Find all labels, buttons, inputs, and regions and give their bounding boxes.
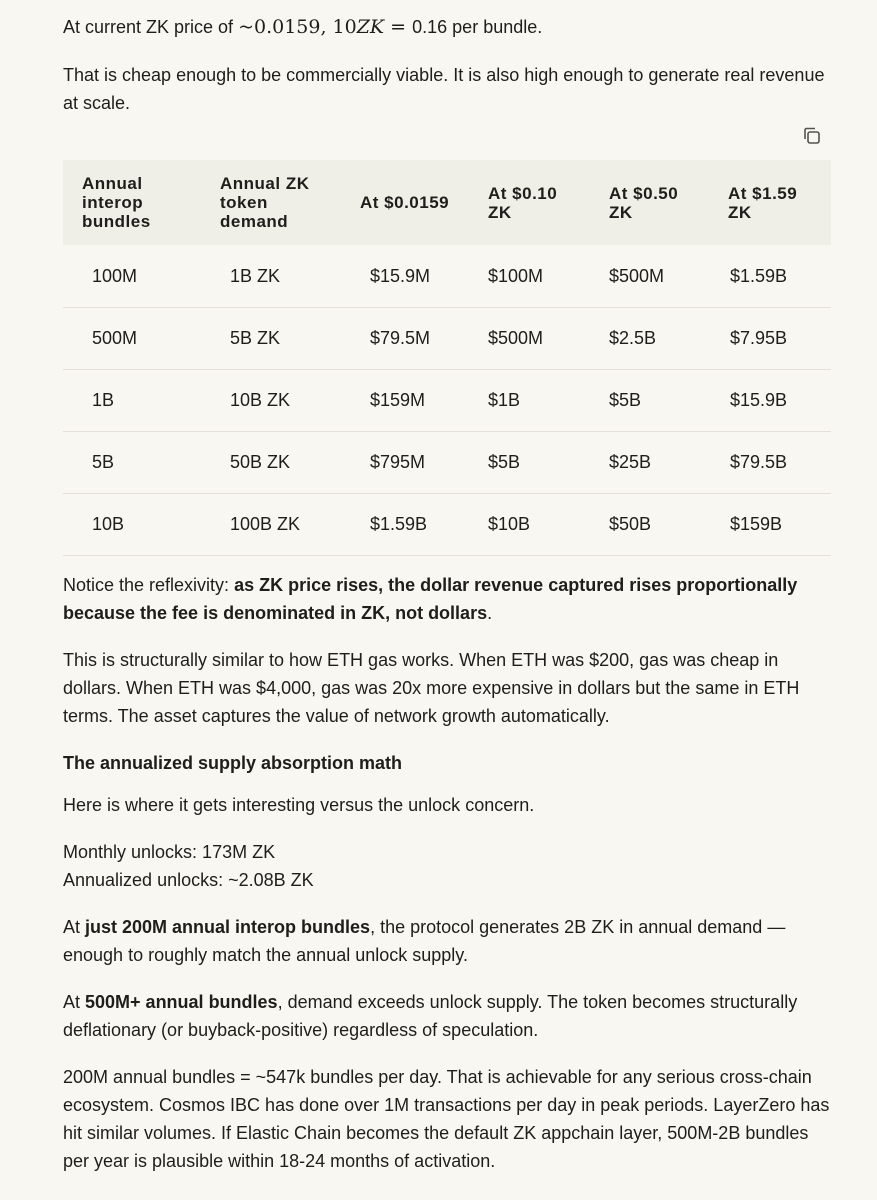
viability-paragraph: That is cheap enough to be commercially viable. It is also high enough to generate real revenue at scale. — [63, 65, 825, 113]
table-cell: 1B — [63, 369, 201, 431]
table-cell: $795M — [342, 431, 466, 493]
revenue-table — [63, 160, 831, 556]
table-cell: $7.95B — [708, 307, 831, 369]
math-zk: ZK — [356, 16, 385, 38]
header-annual-zk-token-demand: Annual ZK token demand — [220, 174, 310, 231]
zk-price-paragraph — [63, 13, 831, 41]
header-at-0.50-zk: At $0.50 ZK — [609, 183, 679, 222]
header-at-0.0159: At $0.0159 — [360, 193, 450, 212]
unlocks-paragraph — [63, 838, 831, 894]
table-cell: $1.59B — [708, 245, 831, 307]
reflexivity-suffix: . — [487, 602, 493, 623]
reflexivity-paragraph — [63, 571, 831, 627]
table-cell: $5B — [587, 369, 708, 431]
table-row — [63, 245, 831, 307]
table-cell: $79.5M — [342, 307, 466, 369]
final-paragraph: 200M annual bundles = ~547k bundles per day. That is achievable for any serious cross-chain ecosystem. Cosmos IBC has done over 1M transactions per day in peak periods. LayerZero has hit similar volumes. If Elastic Chain becomes the default ZK appchain layer, 500M-2B bundles per year is plausible within 18-24 months of activation. — [63, 1066, 830, 1171]
table-cell: $15.9M — [342, 245, 466, 307]
table-cell: $25B — [587, 431, 708, 493]
table-cell: 100M — [63, 245, 201, 307]
header-at-0.10-zk: At $0.10 ZK — [488, 183, 558, 222]
table-toolbar — [63, 117, 831, 157]
intro-suffix: 0.16 per bundle. — [412, 17, 543, 37]
article-content — [63, 13, 831, 1194]
table-cell: $1.59B — [342, 493, 466, 555]
table-cell: 100B ZK — [201, 493, 342, 555]
annualized-unlocks: Annualized unlocks: ~2.08B ZK — [63, 869, 314, 890]
section-heading: The annualized supply absorption math — [63, 752, 403, 773]
table-row — [63, 369, 831, 431]
table-cell: 5B ZK — [201, 307, 342, 369]
reflexivity-bold: as ZK price rises, the dollar revenue captured rises proportionally because the fee is denominated in ZK, not dollars — [63, 574, 798, 623]
table-cell: 10B ZK — [201, 369, 342, 431]
copy-icon[interactable] — [801, 125, 823, 147]
p200m-prefix: At — [63, 916, 86, 937]
p500m-prefix: At — [63, 991, 86, 1012]
table-row — [63, 493, 831, 555]
table-cell: 10B — [63, 493, 201, 555]
reflexivity-prefix: Notice the reflexivity: — [63, 574, 235, 595]
table-cell: 500M — [63, 307, 201, 369]
table-cell: $15.9B — [708, 369, 831, 431]
table-cell: $500M — [587, 245, 708, 307]
math-equals: = — [384, 16, 413, 38]
math-price: 0.0159, 10 — [253, 16, 357, 38]
200m-paragraph — [63, 913, 831, 969]
table-cell: $79.5B — [708, 431, 831, 493]
interesting-paragraph: Here is where it gets interesting versus the unlock concern. — [63, 794, 535, 815]
table-row — [63, 431, 831, 493]
table-cell: $5B — [466, 431, 587, 493]
monthly-unlocks: Monthly unlocks: 173M ZK — [63, 841, 276, 862]
table-header-row — [63, 160, 831, 245]
math-tilde: ~ — [238, 16, 254, 38]
math-expression — [238, 16, 412, 38]
header-annual-interop-bundles: Annual interop bundles — [82, 174, 151, 231]
table-cell: $159B — [708, 493, 831, 555]
p500m-bold: 500M+ annual bundles — [85, 991, 278, 1012]
header-at-1.59-zk: At $1.59 ZK — [728, 183, 798, 222]
p200m-suffix: , the protocol generates 2B ZK in annual demand — enough to roughly match the annual unlock supply. — [63, 916, 786, 965]
table-cell: $2.5B — [587, 307, 708, 369]
table-cell: 50B ZK — [201, 431, 342, 493]
p500m-suffix: , demand exceeds unlock supply. The token becomes structurally deflationary (or buyback-positive) regardless of speculation. — [63, 991, 798, 1040]
intro-prefix: At current ZK price of — [63, 17, 239, 37]
table-row — [63, 307, 831, 369]
table-cell: $500M — [466, 307, 587, 369]
table-cell: 5B — [63, 431, 201, 493]
table-cell: $1B — [466, 369, 587, 431]
table-cell: $50B — [587, 493, 708, 555]
table-cell: $100M — [466, 245, 587, 307]
table-cell: $159M — [342, 369, 466, 431]
table-cell: $10B — [466, 493, 587, 555]
eth-gas-paragraph: This is structurally similar to how ETH gas works. When ETH was $200, gas was cheap in dollars. When ETH was $4,000, gas was 20x more expensive in dollars but the same in ETH terms. The asset captures the value of network growth automatically. — [63, 649, 800, 726]
p200m-bold: just 200M annual interop bundles — [85, 916, 371, 937]
table-cell: 1B ZK — [201, 245, 342, 307]
500m-paragraph — [63, 988, 831, 1044]
